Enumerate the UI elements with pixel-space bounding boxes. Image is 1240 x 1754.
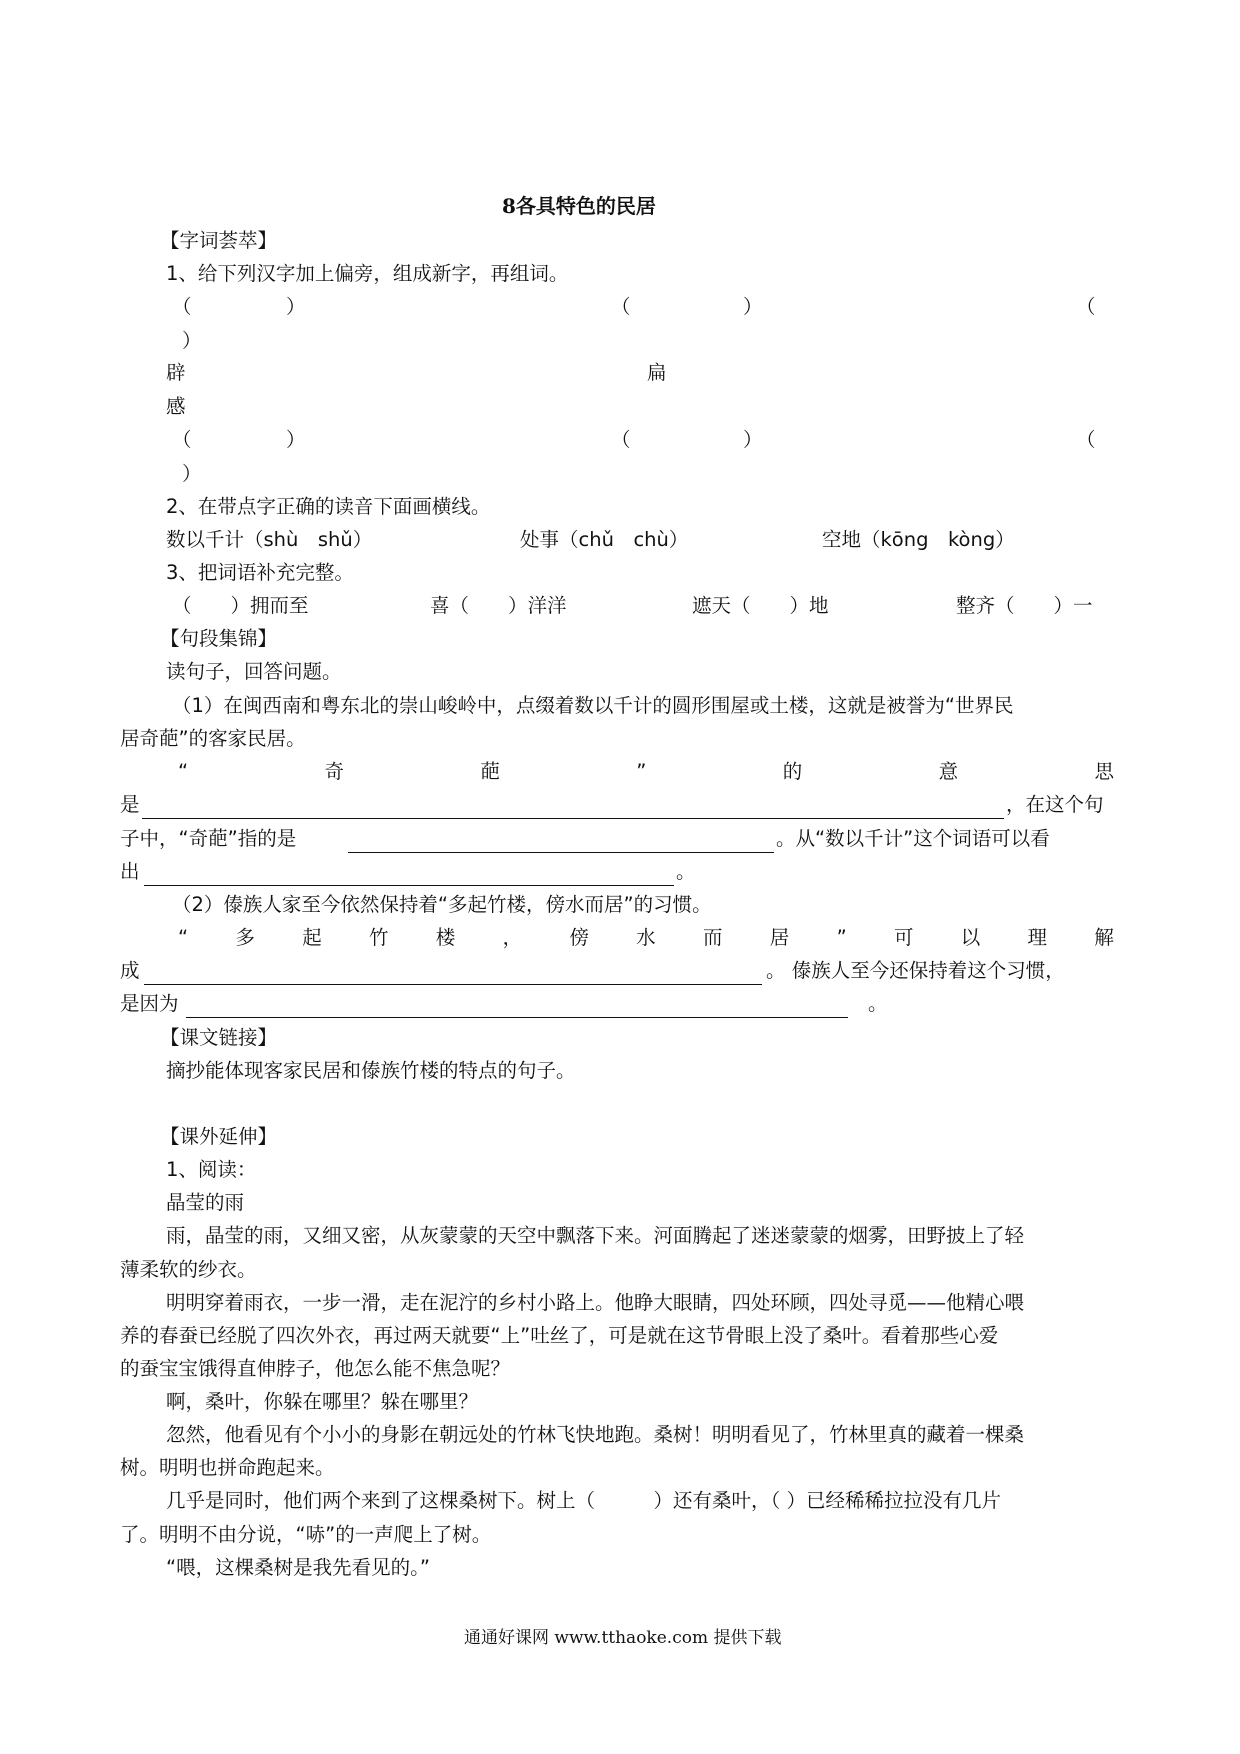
answer-prefix: 是 (120, 793, 140, 816)
question-3-instruction: 3、把词语补充完整。 (166, 561, 354, 584)
passage-1-line: 居奇葩”的客家民居。 (120, 727, 306, 750)
text-link-instruction: 摘抄能体现客家民居和傣族竹楼的特点的句子。 (166, 1059, 576, 1082)
idiom-item: 遮天（ ）地 (692, 594, 829, 617)
paren-open: （ (1076, 295, 1096, 318)
spread-char: 而 (702, 926, 723, 949)
paren-open: （ (611, 295, 631, 318)
spread-char: 居 (769, 926, 790, 949)
paren-open: （ (172, 428, 192, 451)
idiom-item: 喜（ ）洋洋 (430, 594, 567, 617)
story-paragraph-line: 明明穿着雨衣，一步一滑，走在泥泞的乡村小路上。他睁大眼睛，四处环顾，四处寻觅——他精心喂 (166, 1291, 1025, 1314)
character-bian: 扁 (647, 361, 667, 384)
section-heading-vocabulary: 【字词荟萃】 (160, 229, 278, 252)
paren-open: （ (1076, 428, 1096, 451)
paren-close: ） (743, 295, 763, 318)
spread-char: 思 (1094, 760, 1114, 783)
paren-open: （ (172, 295, 192, 318)
spread-char: ” (636, 760, 647, 783)
story-paragraph-line: “喂，这棵桑树是我先看见的。” (166, 1556, 430, 1579)
pinyin-item: 处事（chǔ chù） (520, 528, 689, 551)
story-paragraph-line: 养的春蚕已经脱了四次外衣，再过两天就要“上”吐丝了，可是就在这节骨眼上没了桑叶。看着那些心爱 (120, 1324, 999, 1347)
paren-close: ） (286, 428, 306, 451)
spread-char: 楼 (435, 926, 456, 949)
spread-char: 的 (782, 760, 803, 783)
spread-char: ， (502, 926, 523, 949)
spread-char: 以 (960, 926, 981, 949)
question-text: 。从“数以千计”这个词语可以看 (776, 827, 1050, 850)
question-1-instruction: 1、给下列汉字加上偏旁，组成新字，再组词。 (166, 262, 569, 285)
spread-char: 解 (1094, 926, 1114, 949)
passage-1-line: （1）在闽西南和粤东北的崇山峻岭中，点缀着数以千计的圆形围屋或土楼，这就是被誉为“世界民 (172, 694, 1014, 717)
character-gan: 感 (166, 395, 186, 418)
spread-char: 意 (938, 760, 959, 783)
answer-blank[interactable] (142, 818, 1004, 819)
idiom-item: 整齐（ ）一 (956, 594, 1093, 617)
story-paragraph-line: 忽然，他看见有个小小的身影在朝远处的竹林飞快地跑。桑树！明明看见了，竹林里真的藏着一棵桑 (166, 1423, 1025, 1446)
section-heading-text-link: 【课文链接】 (160, 1026, 278, 1049)
story-paragraph-line: 树。明明也拼命跑起来。 (120, 1456, 335, 1479)
spread-char: 竹 (368, 926, 389, 949)
paren-open: （ (611, 428, 631, 451)
story-paragraph-line: 的蚕宝宝饿得直伸脖子，他怎么能不焦急呢？ (120, 1357, 511, 1380)
reading-instruction: 1、阅读： (166, 1158, 257, 1181)
pinyin-item: 数以千计（shù shǔ） (166, 528, 373, 551)
answer-prefix: 出 (120, 860, 140, 883)
idiom-item: （ ）拥而至 (172, 594, 309, 617)
paren-close: ） (286, 295, 306, 318)
spread-char: “ (178, 926, 189, 949)
story-title: 晶莹的雨 (166, 1191, 245, 1214)
pinyin-item: 空地（kōng kòng） (822, 528, 1015, 551)
question-qipa-meaning (178, 760, 1114, 784)
spread-char: 葩 (480, 760, 500, 783)
answer-blank[interactable] (348, 852, 774, 853)
paren-close: ） (182, 329, 202, 352)
question-2-instruction: 2、在带点字正确的读音下面画横线。 (166, 495, 491, 518)
spread-char: 起 (302, 926, 322, 949)
story-paragraph-line: 啊，桑叶，你躲在哪里？躲在哪里？ (166, 1390, 479, 1413)
answer-suffix: 。 (868, 992, 888, 1015)
story-paragraph-line: 了。明明不由分说，“哧”的一声爬上了树。 (120, 1523, 492, 1546)
spread-char: 可 (893, 926, 914, 949)
spread-char: 奇 (324, 760, 344, 783)
spread-char: 水 (636, 926, 656, 949)
spread-char: ” (836, 926, 847, 949)
story-paragraph-line: 薄柔软的纱衣。 (120, 1258, 257, 1281)
spread-char: 多 (235, 926, 255, 949)
answer-blank[interactable] (144, 885, 674, 886)
answer-blank[interactable] (186, 1017, 848, 1018)
spread-char: “ (178, 760, 189, 783)
page-title: 8各具特色的民居 (502, 194, 656, 218)
paren-close: ） (743, 428, 763, 451)
passage-2-line: （2）傣族人家至今依然保持着“多起竹楼，傍水而居”的习惯。 (172, 893, 712, 916)
question-text: 子中，“奇葩”指的是 (120, 827, 297, 850)
section-heading-extension: 【课外延伸】 (160, 1125, 278, 1148)
answer-prefix: 是因为 (120, 992, 179, 1015)
answer-suffix: 。 傣族人至今还保持着这个习惯， (766, 959, 1065, 982)
paren-close: ） (182, 462, 202, 485)
story-paragraph-line: 几乎是同时，他们两个来到了这棵桑树下。树上（ ）还有桑叶，（ ）已经稀稀拉拉没有几片 (166, 1489, 1001, 1512)
answer-blank[interactable] (144, 984, 762, 985)
answer-suffix: 。 (676, 860, 696, 883)
section-heading-sentences: 【句段集锦】 (160, 627, 278, 650)
answer-suffix: ，在这个句 (1006, 793, 1104, 816)
page-footer: 通通好课网 www.tthaoke.com 提供下载 (464, 1628, 782, 1648)
character-pi: 辟 (166, 361, 186, 384)
answer-prefix: 成 (120, 959, 140, 982)
sentences-intro: 读句子，回答问题。 (166, 660, 342, 683)
story-paragraph-line: 雨，晶莹的雨，又细又密，从灰蒙蒙的天空中飘落下来。河面腾起了迷迷蒙蒙的烟雾，田野披上了轻 (166, 1224, 1025, 1247)
question-bamboo-house-meaning (178, 926, 1114, 950)
spread-char: 傍 (569, 926, 589, 949)
spread-char: 理 (1027, 926, 1048, 949)
